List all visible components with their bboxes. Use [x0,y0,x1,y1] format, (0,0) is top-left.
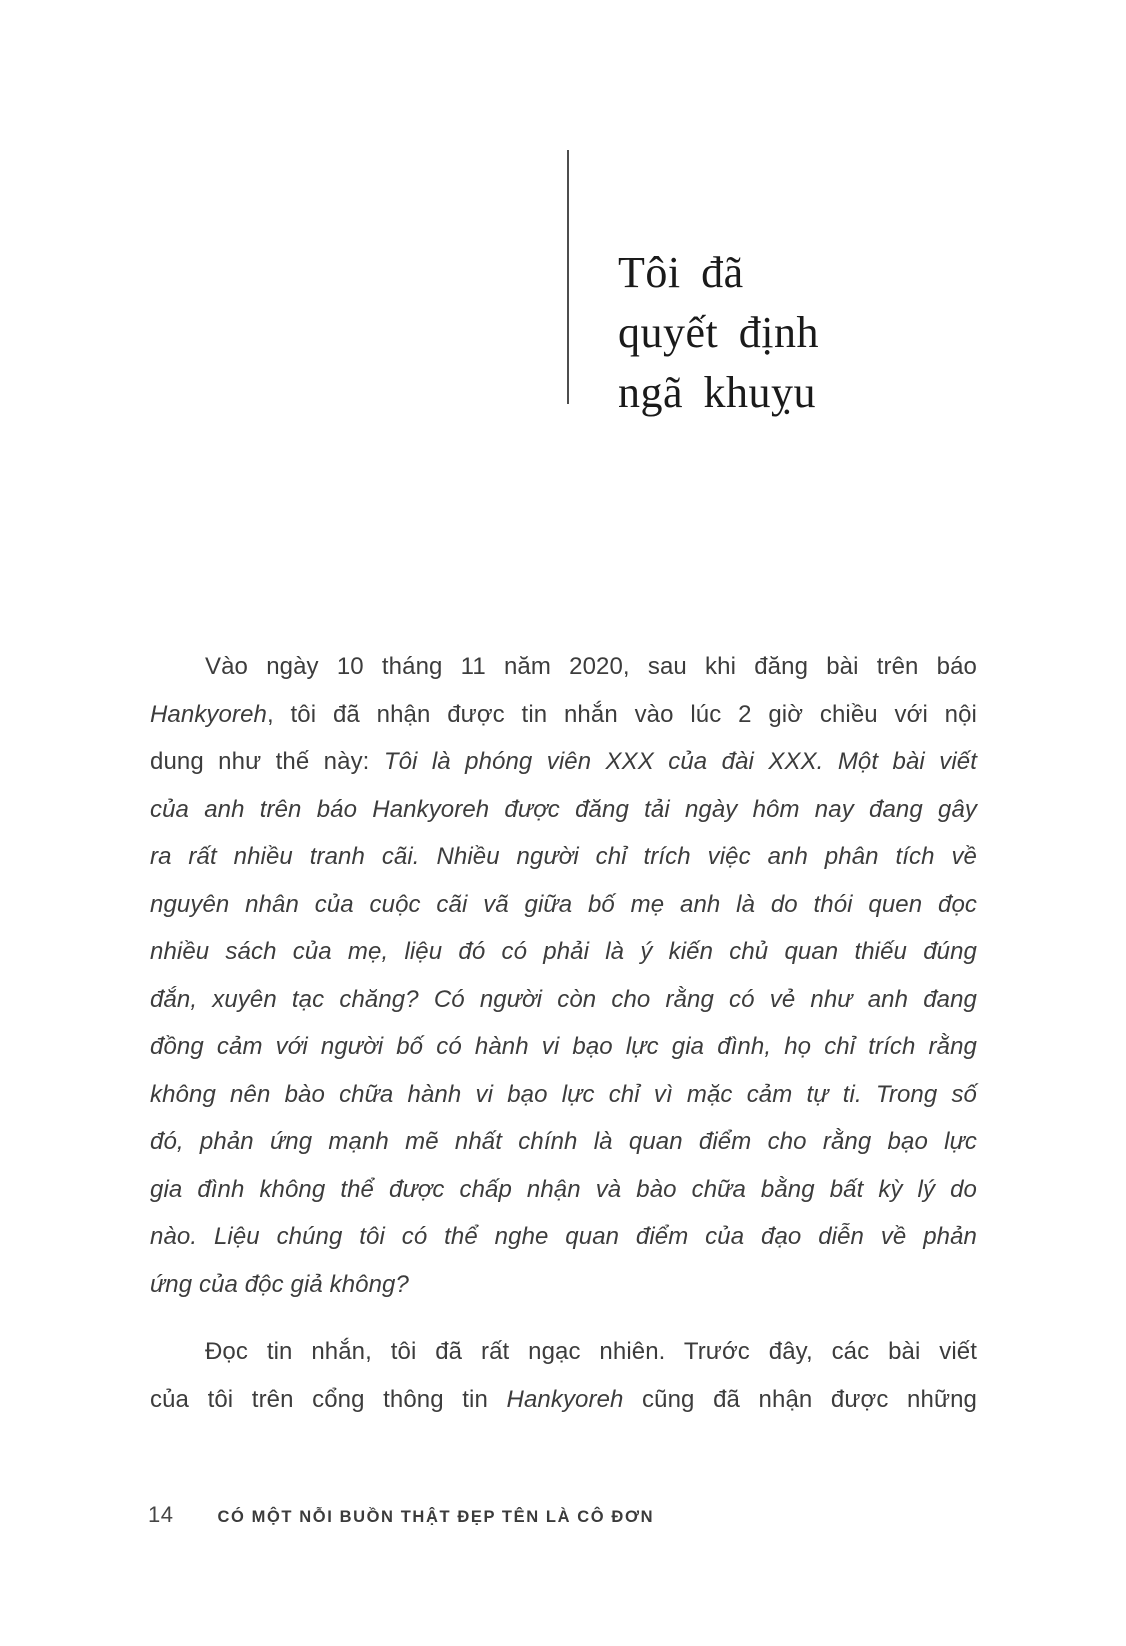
text-segment: Vào ngày 10 tháng 11 năm 2020, sau khi đăng bài trên báo [205,653,977,680]
italic-text-segment: ra rất nhiều tranh cãi. Nhiều người chỉ trích việc anh phân tích về [150,843,977,870]
page-footer [148,1502,654,1528]
italic-text-segment: nhiều sách của mẹ, liệu đó có phải là ý kiến chủ quan thiếu đúng [150,938,977,965]
italic-text-segment: nguyên nhân của cuộc cãi vã giữa bố mẹ anh là do thói quen đọc [150,890,977,918]
body-text [150,643,977,1423]
body-line [150,1213,977,1261]
italic-text-segment: gia đình không thể được chấp nhận và bào chữa bằng bất kỳ lý do [150,1175,977,1203]
italic-text-segment: đó, phản ứng mạnh mẽ nhất chính là quan điểm cho rằng bạo lực [150,1128,977,1155]
italic-text-segment: ứng của độc giả không? [150,1270,409,1298]
text-segment: cũng đã nhận được những [623,1385,978,1413]
body-line [150,786,977,834]
paragraph [150,1328,977,1423]
italic-text-segment: Hankyoreh [150,700,267,728]
body-line [150,1023,977,1071]
body-line [150,738,977,786]
body-line [150,881,977,929]
body-line [150,833,977,881]
text-segment: dung như thế này: [150,748,384,775]
body-line [150,1328,977,1376]
italic-text-segment: không nên bào chữa hành vi bạo lực chỉ vì mặc cảm tự ti. Trong số [150,1080,977,1108]
body-line [150,1261,977,1309]
chapter-title [618,243,819,423]
chapter-title-line: Tôi đã [618,248,744,297]
chapter-title-line: quyết định [618,308,819,357]
italic-text-segment: Tôi là phóng viên XXX của đài XXX. Một bài viết [383,748,977,775]
text-segment: , tôi đã nhận được tin nhắn vào lúc 2 giờ chiều với nội [266,700,977,728]
body-line [150,1376,977,1424]
body-line [150,643,977,691]
body-line [150,1118,977,1166]
page-number: 14 [148,1502,174,1527]
body-line [150,1166,977,1214]
chapter-title-line: ngã khuỵu [618,368,817,417]
running-title: CÓ MỘT NỖI BUỒN THẬT ĐẸP TÊN LÀ CÔ ĐƠN [217,1508,655,1526]
chapter-title-rule [567,150,569,404]
text-segment: của tôi trên cổng thông tin [150,1385,507,1413]
italic-text-segment: nào. Liệu chúng tôi có thể nghe quan điểm của đạo diễn về phản [150,1223,977,1250]
italic-text-segment: của anh trên báo Hankyoreh được đăng tải ngày hôm nay đang gây [150,795,977,823]
italic-text-segment: đồng cảm với người bố có hành vi bạo lực gia đình, họ chỉ trích rằng [150,1033,977,1060]
italic-text-segment: Hankyoreh [506,1385,624,1413]
body-line [150,928,977,976]
body-line [150,976,977,1024]
body-line [150,691,977,739]
text-segment: Đọc tin nhắn, tôi đã rất ngạc nhiên. Trước đây, các bài viết [205,1338,977,1365]
body-line [150,1071,977,1119]
paragraph [150,643,977,1308]
italic-text-segment: đắn, xuyên tạc chăng? Có người còn cho rằng có vẻ như anh đang [150,985,977,1013]
